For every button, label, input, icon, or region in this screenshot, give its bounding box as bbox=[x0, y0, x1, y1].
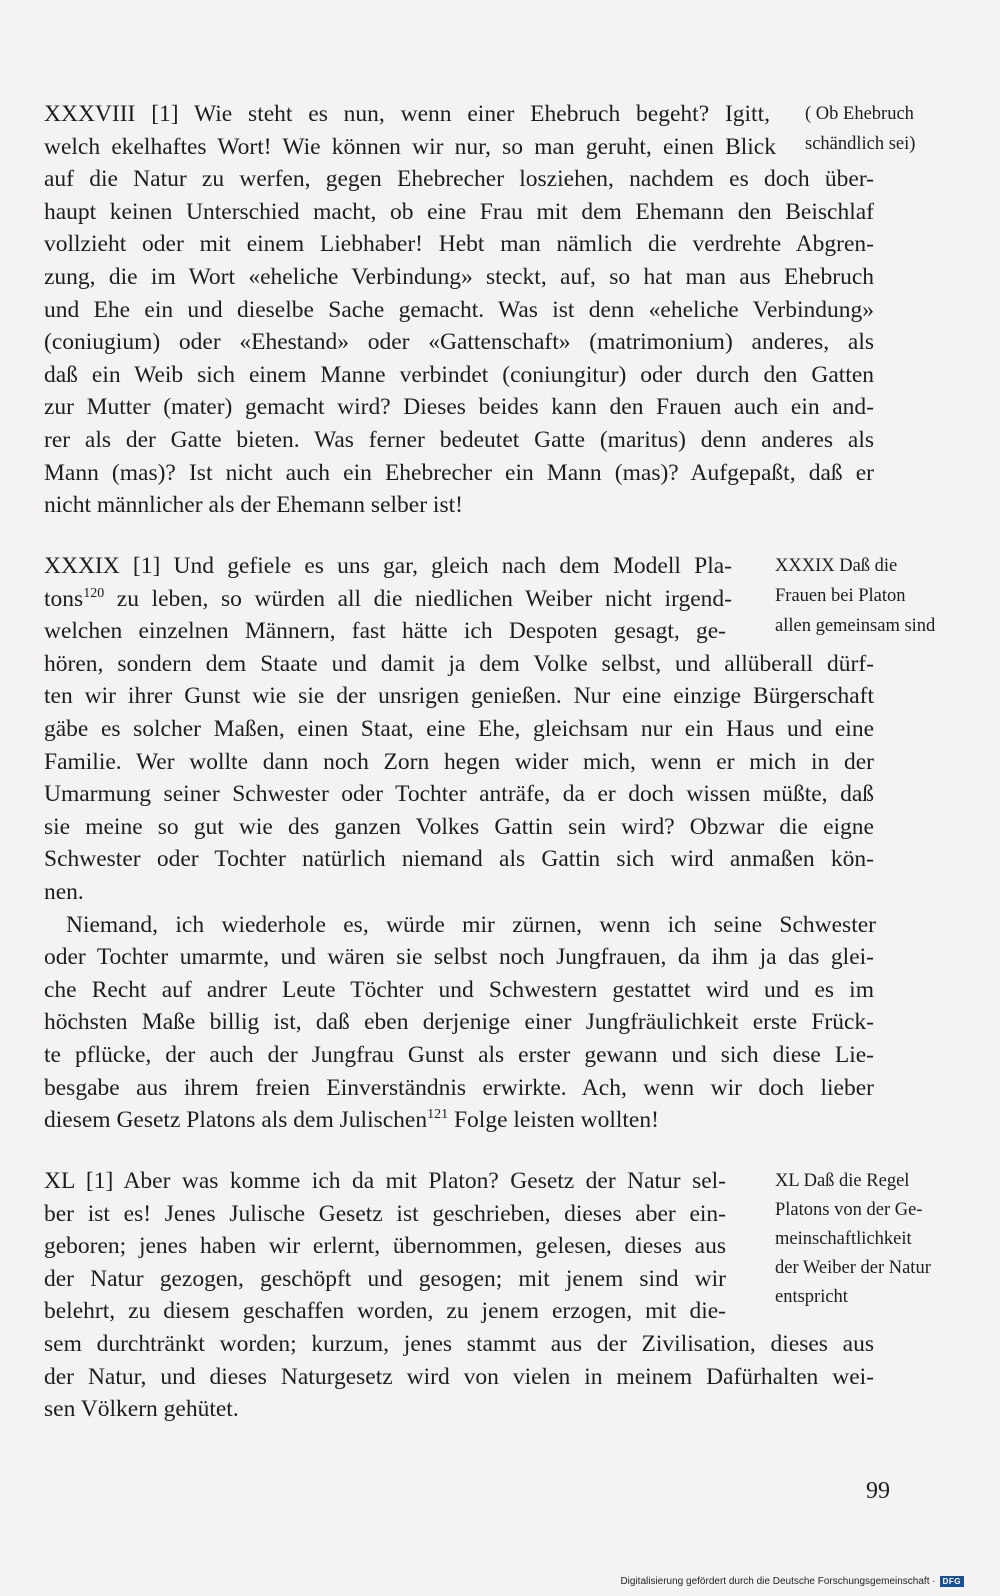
line-text: rer als der Gatte bieten. Was ferner bedeutet Gatte (maritus) denn anderes als bbox=[44, 427, 874, 453]
text-line bbox=[44, 550, 732, 582]
text-line bbox=[44, 1328, 874, 1360]
text-line bbox=[44, 228, 874, 260]
text-line bbox=[44, 1006, 874, 1038]
line-text: (coniugium) oder «Ehestand» oder «Gattenschaft» (matrimonium) anderes, als bbox=[44, 329, 874, 356]
line-text: sem durchtränkt worden; kurzum, jenes stammt aus der Zivilisation, dieses aus bbox=[44, 1331, 874, 1357]
line-text-continued: zu leben, so würden all die niedlichen Weiber nicht irgend- bbox=[104, 585, 732, 612]
line-text: Niemand, ich wiederhole es, würde mir zürnen, wenn ich seine Schwester bbox=[66, 911, 876, 938]
line-text: nicht männlicher als der Ehemann selber ist! bbox=[44, 492, 463, 519]
line-text: vollzieht oder mit einem Liebhaber! Hebt man nämlich die verdrehte Abgren- bbox=[44, 231, 874, 258]
margin-note-line: schändlich sei) bbox=[805, 134, 916, 154]
text-line bbox=[44, 680, 874, 712]
line-text: che Recht auf andrer Leute Töchter und Schwestern gestattet wird und es im bbox=[44, 976, 874, 1003]
text-line bbox=[44, 648, 874, 680]
text-line bbox=[44, 615, 726, 647]
line-text: Wie steht es nun, wenn einer Ehebruch begeht? Igitt, bbox=[178, 101, 770, 127]
margin-note-line: meinschaftlichkeit bbox=[775, 1229, 912, 1249]
margin-note-line: Platons von der Ge- bbox=[775, 1200, 923, 1220]
line-text: zur Mutter (mater) gemacht wird? Dieses beides kann den Frauen auch ein and- bbox=[44, 394, 874, 421]
text-line bbox=[66, 909, 876, 941]
line-text: Umarmung seiner Schwester oder Tochter anträfe, da er doch wissen müßte, daß bbox=[44, 781, 874, 808]
dfg-logo: DFG bbox=[940, 1576, 964, 1587]
footnote-ref: 121 bbox=[427, 1107, 449, 1123]
margin-note-line: ( Ob Ehebruch bbox=[805, 104, 914, 124]
margin-note-line: XXXIX Daß die bbox=[775, 556, 898, 576]
text-line bbox=[44, 359, 874, 391]
line-text: welch ekelhaftes Wort! Wie können wir nur, so man geruht, einen Blick bbox=[44, 133, 776, 160]
margin-note-line: allen gemeinsam sind bbox=[775, 616, 936, 636]
line-text: haupt keinen Unterschied macht, ob eine Frau mit dem Ehemann den Beischlaf bbox=[44, 198, 874, 225]
text-line bbox=[44, 1039, 874, 1071]
text-line bbox=[44, 1230, 726, 1262]
line-text: diesem Gesetz Platons als dem Julischen bbox=[44, 1107, 428, 1134]
chapter-number: XXXIX [1] bbox=[44, 553, 161, 579]
text-line bbox=[44, 326, 874, 358]
text-line bbox=[44, 457, 874, 489]
line-text: sie meine so gut wie des ganzen Volkes Gattin sein wird? Obzwar die eigne bbox=[44, 813, 874, 840]
line-text: der Natur gezogen, geschöpft und gesogen; mit jenem sind wir bbox=[44, 1265, 726, 1292]
text-line bbox=[44, 876, 84, 908]
chapter-number: XL [1] bbox=[44, 1168, 114, 1194]
text-line bbox=[44, 941, 874, 973]
line-text: der Natur, und dieses Naturgesetz wird von vielen in meinem Dafürhalten wei- bbox=[44, 1363, 874, 1390]
line-text: Schwester oder Tochter natürlich niemand als Gattin sich wird anmaßen kön- bbox=[44, 846, 874, 873]
margin-note-line: entspricht bbox=[775, 1287, 848, 1307]
margin-note-line: Frauen bei Platon bbox=[775, 586, 906, 606]
margin-note-line: XL Daß die Regel bbox=[775, 1171, 910, 1191]
line-text: Aber was komme ich da mit Platon? Gesetz der Natur sel- bbox=[113, 1168, 727, 1194]
text-line bbox=[44, 98, 770, 130]
line-text: Und gefiele es uns gar, gleich nach dem Modell Pla- bbox=[160, 553, 732, 579]
footnote-ref: 120 bbox=[83, 585, 105, 601]
text-line bbox=[44, 713, 874, 745]
text-line bbox=[44, 261, 874, 293]
line-text: Mann (mas)? Ist nicht auch ein Ehebrecher ein Mann (mas)? Aufgepaßt, daß er bbox=[44, 459, 874, 486]
text-line bbox=[44, 489, 463, 521]
line-text: belehrt, zu diesem geschaffen worden, zu jenem erzogen, mit die- bbox=[44, 1298, 726, 1325]
text-line bbox=[44, 1072, 874, 1104]
text-line bbox=[44, 163, 874, 195]
line-text: höchsten Maße billig ist, daß eben derjenige einer Jungfräulichkeit erste Frück- bbox=[44, 1009, 874, 1036]
line-text: zung, die im Wort «eheliche Verbindung» steckt, auf, so hat man aus Ehebruch bbox=[44, 264, 874, 290]
text-line bbox=[44, 391, 874, 423]
text-line bbox=[44, 974, 874, 1006]
text-line bbox=[44, 294, 874, 326]
line-text: te pflücke, der auch der Jungfrau Gunst als erster gewann und sich diese Lie- bbox=[44, 1042, 874, 1068]
line-text: nen. bbox=[44, 879, 84, 905]
line-text: auf die Natur zu werfen, gegen Ehebrecher losziehen, nachdem es doch über- bbox=[44, 166, 874, 193]
line-text: oder Tochter umarmte, und wären sie selbst noch Jungfrauen, da ihm ja das glei- bbox=[44, 944, 874, 971]
line-text: besgabe aus ihrem freien Einverständnis erwirkte. Ach, wenn wir doch lieber bbox=[44, 1074, 874, 1101]
line-text: gäbe es solcher Maßen, einen Staat, eine Ehe, gleichsam nur ein Haus und eine bbox=[44, 716, 874, 742]
line-text: ten wir ihrer Gunst wie sie der unsrigen genießen. Nur eine einzige Bürgerschaft bbox=[44, 683, 874, 710]
text-line bbox=[44, 583, 732, 615]
footer-text: Digitalisierung gefördert durch die Deutsche Forschungsgemeinschaft · bbox=[620, 1576, 936, 1587]
line-text: und Ehe ein und dieselbe Sache gemacht. Was ist denn «eheliche Verbindung» bbox=[44, 296, 874, 323]
text-line bbox=[44, 778, 874, 810]
line-text-continued: Folge leisten wollten! bbox=[448, 1107, 659, 1134]
chapter-number: XXXVIII [1] bbox=[44, 101, 179, 127]
text-line bbox=[44, 843, 874, 875]
line-text: tons bbox=[44, 585, 84, 612]
digitization-footer bbox=[620, 1576, 964, 1587]
text-line bbox=[44, 131, 776, 163]
line-text: Familie. Wer wollte dann noch Zorn hegen wider mich, wenn er mich in der bbox=[44, 748, 874, 775]
text-line bbox=[44, 1198, 726, 1230]
text-line bbox=[44, 746, 874, 778]
page-number: 99 bbox=[866, 1478, 890, 1504]
text-line bbox=[44, 1361, 874, 1393]
line-text: welchen einzelnen Männern, fast hätte ich Despoten gesagt, ge- bbox=[44, 618, 726, 645]
text-line bbox=[44, 1263, 726, 1295]
margin-note-line: der Weiber der Natur bbox=[775, 1258, 931, 1278]
line-text: ber ist es! Jenes Julische Gesetz ist geschrieben, dieses aber ein- bbox=[44, 1200, 726, 1227]
text-line bbox=[44, 196, 874, 228]
text-line bbox=[44, 811, 874, 843]
line-text: hören, sondern dem Staate und damit ja dem Volke selbst, und allüberall dürf- bbox=[44, 650, 874, 677]
line-text: daß ein Weib sich einem Manne verbindet (coniungitur) oder durch den Gatten bbox=[44, 361, 874, 388]
text-line bbox=[44, 1295, 726, 1327]
text-line bbox=[44, 1165, 726, 1197]
line-text: sen Völkern gehütet. bbox=[44, 1396, 239, 1423]
text-line bbox=[44, 424, 874, 456]
text-line bbox=[44, 1393, 239, 1425]
line-text: geboren; jenes haben wir erlernt, übernommen, gelesen, dieses aus bbox=[44, 1233, 726, 1260]
text-line bbox=[44, 1104, 659, 1136]
